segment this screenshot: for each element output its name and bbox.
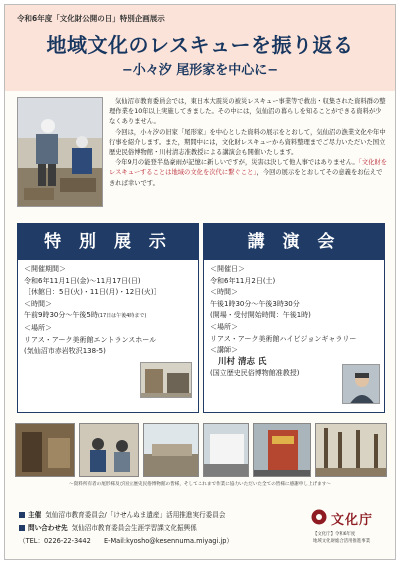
strip-photo-2: [79, 423, 139, 477]
exhibition-time-label: ＜時間＞: [24, 299, 52, 308]
page-subtitle: −小々汐 尾形家を中心に−: [121, 63, 279, 78]
exhibition-time-line: [24, 310, 192, 323]
kicker-text: 令和6年度「文化財公開の日」特別企画展示: [17, 14, 165, 23]
strip-photo-6: [315, 423, 387, 477]
lecture-affiliation: (国立歴史民俗博物館准教授): [210, 369, 300, 378]
lecture-time-label: ＜時間＞: [210, 288, 238, 297]
lecture-panel: [203, 223, 385, 413]
exhibition-time-note: (17日は午後4時まで): [97, 313, 147, 320]
lecture-date-label: ＜開催日＞: [210, 265, 245, 273]
contact-row: [19, 522, 197, 532]
photo-strip: [15, 423, 387, 477]
square-bullet-icon: [19, 525, 25, 531]
intro-p3-after: ，今回の展示をとおしてその意義をお伝えできれば幸いです。: [109, 169, 383, 187]
exhibition-period-label: ＜開催期間＞: [24, 265, 66, 273]
speaker-photo: [342, 364, 380, 404]
agency-note: [313, 531, 370, 545]
intro-text: [109, 97, 387, 189]
square-bullet-icon: [19, 512, 25, 518]
strip-photo-3: [143, 423, 199, 477]
poster: [4, 4, 396, 560]
intro-paragraph-2: 今回は，小々汐の旧家「尾形家」を中心とした資料の展示をとおして，気仙沼の漁業文化や年中行事を紹介します。また，期間中には，文化財レスキューから資料整理までご尽力いただいた国立歴史民俗博物館・川村清志准教授による講演会も開催いたします。: [109, 128, 386, 157]
exhibition-place-label: ＜場所＞: [24, 323, 52, 332]
agency-logo-block: [311, 503, 391, 553]
lecture-heading: 講 演 会: [204, 224, 384, 260]
lecture-time: 午後1時30分～午後3時30分: [210, 299, 300, 308]
lecture-speaker: 川村 清志 氏: [218, 356, 267, 367]
strip-photo-1: [15, 423, 75, 477]
lecture-place: リアス・アーク美術館ハイビジョンギャラリー: [210, 334, 357, 343]
intro-p3-before: 今年9月の能登半島豪雨が記憶に新しいですが，災害は決して他人事ではありません。: [115, 159, 359, 167]
intro-paragraph-1: 気仙沼市教育委員会では，東日本大震災の被災レスキュー事業等で救出・収集された資料群の整理作業を10年以上実施してきました。その中には，気仙沼の暮らしを知ることができる資料が少なくありません。: [109, 98, 386, 126]
organizer-label: 主催: [28, 511, 42, 519]
acknowledgement-caption: 〜資料所有者の尾形様及び国立歴史民俗博物館の皆様，そしてこれまで作業に協力いただいた全ての皆様に感謝申し上げます〜: [69, 482, 331, 487]
exhibition-place: リアス・アーク美術館エントランスホール: [24, 335, 157, 344]
lecture-speaker-label: ＜講師＞: [210, 346, 238, 355]
strip-photo-5: [253, 423, 311, 477]
intro-paragraph-3: [109, 158, 387, 189]
intro-highlight: 「文化財をレスキューすることは地域の文化を次代に繋ぐこと」: [109, 159, 388, 177]
rescue-work-photo: [17, 97, 103, 207]
agency-note-1: 【文化庁】令和6年度: [313, 532, 356, 537]
organizer-row: [19, 509, 225, 519]
agency-name: 文化庁: [331, 513, 374, 528]
agency-note-2: 地域文化財総合活用推進事業: [313, 539, 371, 544]
tel-email: （TEL：0226-22-3442 E-Mail:kyosho@kesennuma.miyagi.jp）: [19, 537, 234, 545]
exhibition-panel: [17, 223, 199, 413]
lecture-time-note: (開場・受付開始時間：午後1時): [210, 311, 311, 320]
lecture-date: 令和6年11月2日(土): [210, 276, 276, 285]
page-title: 地域文化のレスキューを振り返る: [46, 33, 354, 57]
organizer-text: 気仙沼市教育委員会/「けせんぬま遺産」活用推進実行委員会: [45, 511, 226, 519]
contact-label: 問い合わせ先: [28, 524, 68, 532]
exhibition-heading: 特 別 展 示: [18, 224, 198, 260]
footer: [15, 503, 387, 553]
header: [5, 5, 395, 91]
agency-mark-icon: [311, 509, 327, 525]
exhibition-period: 令和6年11月1日(金)～11月17日(日): [24, 276, 141, 285]
exhibition-time: 午前9時30分～午後5時: [24, 311, 98, 320]
exhibition-closed-days: ［休館日：5日(火)・11日(月)・12日(火)］: [24, 288, 161, 297]
contact-text: 気仙沼市教育委員会生涯学習課文化振興係: [71, 524, 197, 532]
exhibition-photo: [140, 362, 192, 398]
lecture-place-label: ＜場所＞: [210, 322, 238, 331]
exhibition-address: (気仙沼市赤岩牧沢138-5): [24, 347, 106, 356]
strip-photo-4: [203, 423, 249, 477]
